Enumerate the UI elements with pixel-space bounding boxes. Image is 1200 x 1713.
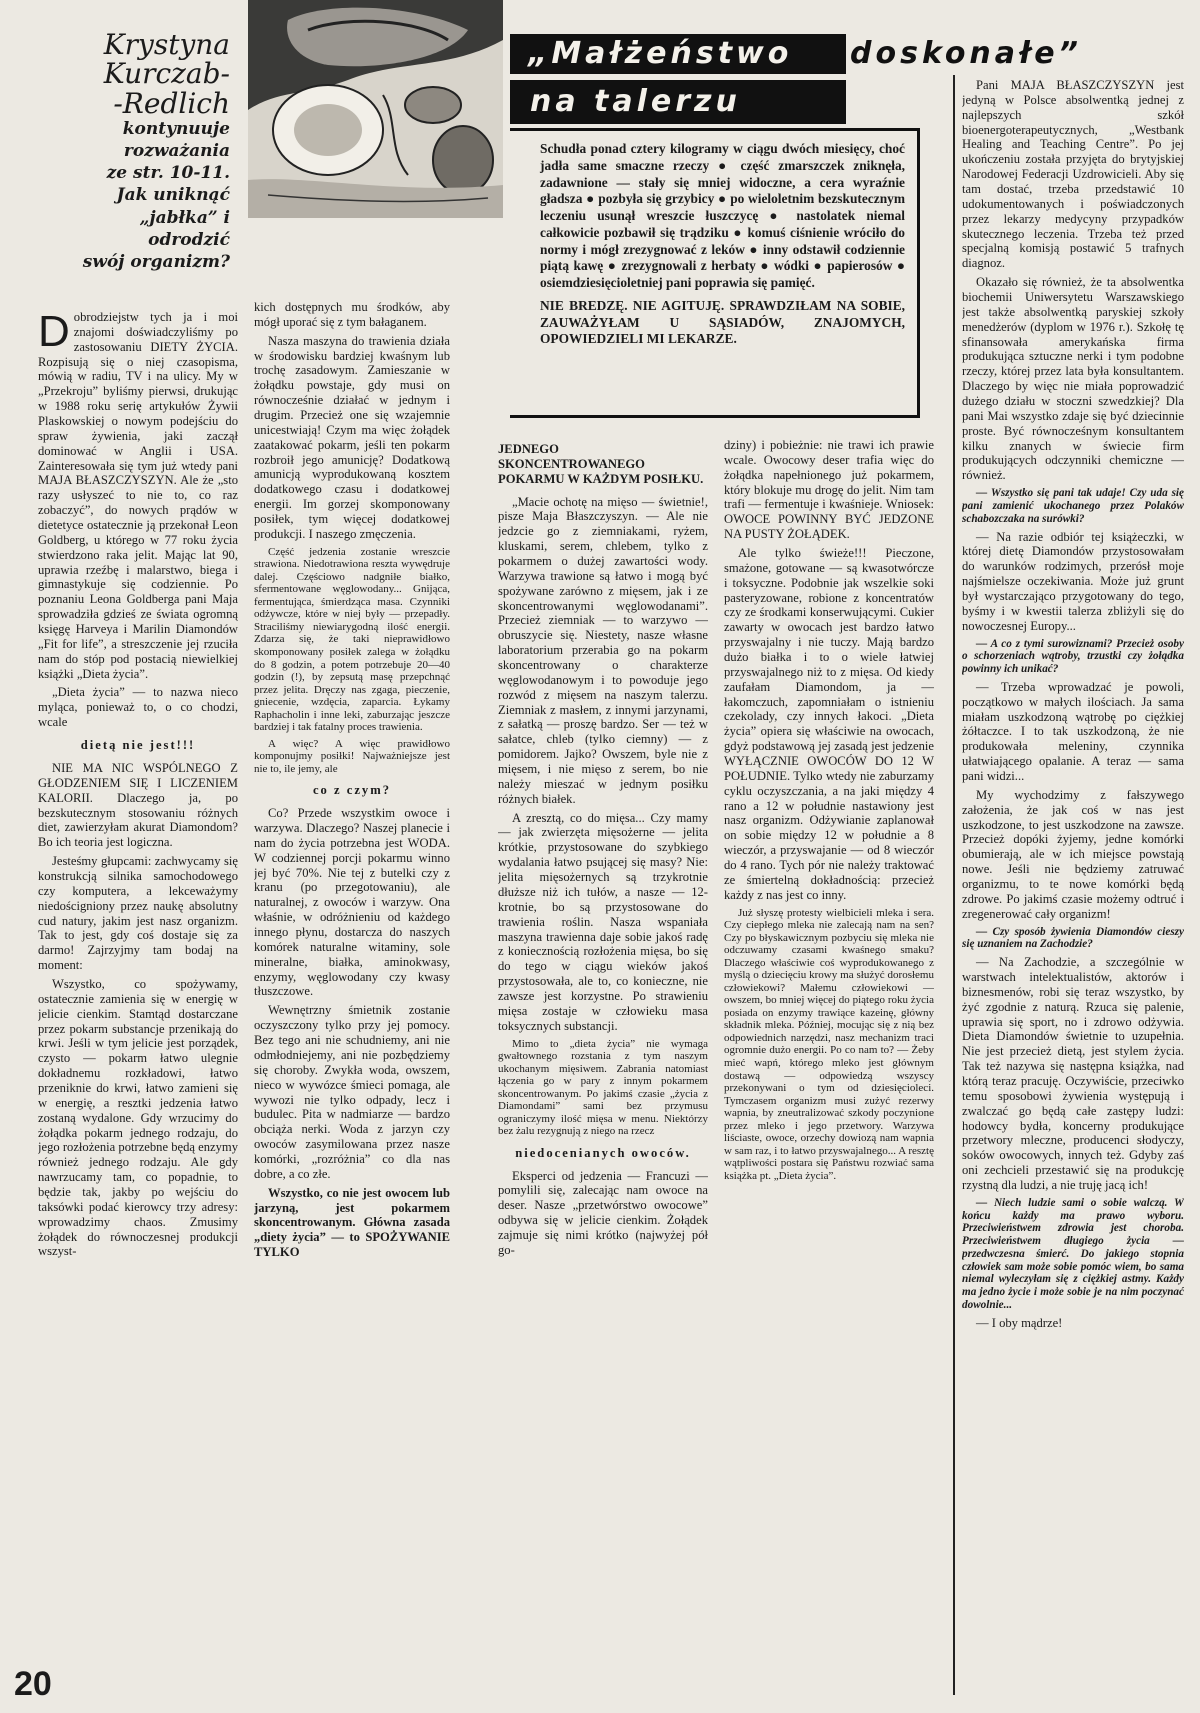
col3-small-1: Mimo to „dieta życia” nie wymaga gwałtownego rozstania z tym naszym ukochanym mięsiwem. Zabrania natomiast łączenia go w pary z innym pokarmem skoncentrowanym. Po jakimś czasie „życia z Diamondami” sami bez przymusu ograniczymy ilość mięsa w menu. Niektórzy bez żalu rezygnują z niego na rzecz [498, 1037, 708, 1138]
author-name-1: Krystyna [103, 28, 230, 61]
column-2 [254, 300, 450, 1700]
col1-paragraph-4: Jesteśmy głupcami: zachwycamy się konstrukcją silnika samochodowego czy komputera, a lekceważymy niedościgniony przez naukę absolutny cud natury, jakim jest nasz organizm. Tak to jest, gdy coś dostaje się za darmo! Zajrzyjmy tam bodaj na moment: [38, 854, 238, 973]
illustration-photo [248, 0, 503, 218]
author-name-2: Kurczab- [103, 57, 230, 91]
col5-paragraph-2: Okazało się również, że ta absolwentka biochemii Uniwersytetu Warszawskiego jest także absolwentką paryskiej szkoły menedżerów (dyplom w 1976 r.). Szkołę tę sfinansowała amerykańska firma produkująca sztuczne nerki i tym podobne rzeczy, której przez lata była konsultantem. Dlaczego by więc nie miała poprowadzić dużego działu w stoczni szwedzkiej? Dla pani Mai wszystko zdaje się być dziecinnie proste. Być równocześnym konsultantem kilku znanych w świecie firm produkujących odczynniki chemiczne — również. [962, 275, 1184, 483]
col5-question-3: — Czy sposób żywienia Diamondów cieszy się uznaniem na Zachodzie? [962, 925, 1184, 951]
col2-small-2: A więc? A więc prawidłowo komponujmy posiłki! Najważniejsze jest nie to, ile jemy, ale [254, 737, 450, 775]
page-number: 20 [14, 1665, 52, 1703]
col2-small-1: Część jedzenia zostanie wreszcie strawiona. Niedotrawiona reszta wywędruje dalej. Częściowo nadgniłe białko, sfermentowane węglowodany... Gnijąca, fermentująca, śmierdząca masa. Czynniki odżywcze, które w niej były — przepadły. Straciliśmy niewiarygodną ilość energii. Zdarza się, że taki nieprawidłowo skomponowany posiłek zalega w żołądku do 8 godzin, a potem potrzebuje 20—40 godzin (!), by zepsutą masę przepchnąć przez jelita. Dręczy nas zgaga, pieczenie, gniecenie, wzdęcia, zaparcia. Łykamy Raphacholin i inne leki, zaburzając jeszcze bardziej i tak fatalny proces trawienia. [254, 545, 450, 734]
col5-paragraph-6: — I oby mądrze! [976, 1315, 1063, 1330]
col3-subhead-1: JEDNEGO SKONCENTROWANEGO POKARMU W KAŻDYM POSIŁKU. [498, 442, 704, 486]
column-5 [962, 78, 1184, 1700]
col2-paragraph-3: Co? Przede wszystkim owoce i warzywa. Dlaczego? Naszej planecie i nam do życia potrzebna jest WODA. W codziennej porcji pokarmu winno jej być 70%. Nie tej z butelki czy z kranu (po przegotowaniu), ale naturalnej, z owoców i warzyw. Ona właśnie, w odróżnieniu od każdego innego płynu, dostarcza do naszych komórek naturalne witaminy, sole mineralne, białka, aminokwasy, enzymy, węglowodany czy kwasy tłuszczowe. [254, 806, 450, 999]
col5-question-2: — A co z tymi surowiznami? Przecież osoby o schorzeniach wątroby, trzustki czy żołądka powinny ich unikać? [962, 637, 1184, 676]
intro-line-6: swój organizm? [82, 251, 230, 272]
illustration-graphic [248, 0, 503, 218]
col3-paragraph-2: A zresztą, co do mięsa... Czy mamy — jak zwierzęta mięsożerne — jelita krótkie, przystosowane do szybkiego wydalania łatwo psującej się masy? Nie: jelita mięsożernych są trzykrotnie dłuższe niż ich tułów, a nasze — 12-krotnie, bo są przystosowane do trawienia roślin. Nasza wspaniała maszyna trawienna daje sobie jakoś radę z koniecznością rozłożenia mięsa, bo się do tego w ciągu wieków jakoś przystosowała, ale to, co konieczne, nie zawsze jest korzystne. Po strawieniu mięsa zostaje w człowieku masa toksycznych substancji. [498, 810, 708, 1033]
col1-paragraph-3: NIE MA NIC WSPÓLNEGO Z GŁODZENIEM SIĘ I LICZENIEM KALORII. Dlaczego ja, po bezskutecznym stosowaniu różnych diet, zawierzyłam akurat Diamondom? Bo ich teoria jest logiczna. [38, 760, 238, 850]
col1-subhead-1: dietą nie jest!!! [80, 738, 196, 753]
intro-line-5: „jabłka” i odrodzić [139, 207, 230, 250]
lead-box [510, 128, 920, 418]
col5-paragraph-4: — Trzeba wprowadzać je powoli, początkowo w małych ilościach. Ja sama miałam uszkodzoną wątrobę po ciężkiej żółtaczce. I to tak uszkodzoną, że nie produkowała meleniny, czynnika ułatwiającego opalanie. A teraz — sama pani widzi... [962, 679, 1184, 783]
intro-line-3: ze str. 10-11. [106, 163, 230, 184]
column-4 [724, 438, 934, 1700]
column-3 [498, 438, 708, 1700]
col3-subhead-2: niedocenianych owoców. [515, 1145, 691, 1160]
col3-paragraph-1: „Macie ochotę na mięso — świetnie!, pisze Maja Błaszczyszyn. — Ale nie jedzcie go z ziemniakami, ryżem, kluskami, serem, chlebem, tylko z pokarmem o dużej zawartości wody. Warzywa trawione są łatwo i mogą być spożywane zarówno z mięsem, jak i ze skoncentrowanymi węglowodanami”. Przecież ziemniak — to warzywo — obruszycie się. Niestety, nasze własne laboratorium przerabia go na pokarm skoncentrowany o charakterze węglowodanowym i to powoduje jego rozwód z mięsem na naszym talerzu. Ziemniak z masłem, z innymi jarzynami, z sałatką — proszę bardzo. Ser — też w sałatce, chleb (tylko ciemny) — z pomidorem. Jajko? Owszem, byle nie z mięsem, i nie mięso z serem, bo nie należy mieszać w jednym posiłku różnych białek. [498, 494, 708, 806]
col4-paragraph-1: dziny) i pobieżnie: nie trawi ich prawie wcale. Owocowy deser trafia więc do żołądka napełnionego już pokarmem, który blokuje mu drogę do jelit. Nim tam trafi — fermentuje i kwaśnieje. Wniosek: OWOCE POWINNY BYĆ JEDZONE NA PUSTY ŻOŁĄDEK. [724, 438, 934, 542]
column-rule-right [953, 75, 955, 1695]
col2-paragraph-5: Wszystko, co nie jest owocem lub jarzyną, jest pokarmem skoncentrowanym. Główna zasada „diety życia” — to SPOŻYWANIE TYLKO [254, 1185, 450, 1260]
col5-question-4: — Niech ludzie sami o sobie walczą. W końcu każdy ma prawo wyboru. Przeciwieństwem zdrowia jest choroba. Przeciwieństwem długiego życia — przedwczesna śmierć. Do jakiego stopnia człowiek sam może sobie pomóc wiem, bo sama niemal wyleczyłam się z ciężkiej astmy. Każdy ma jedno życie i może sobie je na nim poczynać dowolnie... [962, 1196, 1184, 1311]
col5-paragraph-3: — Na razie odbiór tej książeczki, w której dietę Diamondów przystosowałam do warunków rodzimych, przerósł moje najśmielsze oczekiwania. Może już grunt był wystarczająco przygotowany do tego, byśmy i w kwestii talerza zbliżyli się do nowoczesnej Europy... [962, 529, 1184, 633]
intro-line-2: rozważania [123, 141, 230, 162]
col1-paragraph-5: Wszystko, co spożywamy, ostatecznie zamienia się w energię w jelicie cienkim. Stamtąd dostarczane przez pokarm substancje przenikają do krwi. Jeśli w tym jelicie jest porządek, czysto — pokarm łatwo ulegnie dokładnemu rozkładowi, łatwo przeniknie do krwi, łatwo zamieni się w energię, a resztki jedzenia łatwo zostaną wydalone. Gdy wrzucimy do żołądka pokarm jednego rodzaju, do jego rozłożenia potrzebne będą enzymy również jednego rodzaju. Ale gdy nawrzucamy tam, co popadnie, to będzie tak, jakby po wejściu do taksówki podać kierowcy trzy adresy: wprowadzimy chaos. Zmusimy żołądek do równoczesnej produkcji wszyst- [38, 976, 238, 1259]
col1-paragraph-2: „Dieta życia” — to nazwa nieco myląca, ponieważ to, o co chodzi, wcale [38, 685, 238, 730]
col2-subhead-1: co z czym? [312, 783, 392, 798]
headline-line-1: „Małżeństwo [510, 34, 846, 74]
col2-paragraph-4: Wewnętrzny śmietnik zostanie oczyszczony tylko przy jej pomocy. Bez tego ani nie schudniemy, ani nie odmłodniejemy, ani nie pozbędziemy się choroby. Zwykła woda, owszem, nieco w wywózce śmieci pomaga, ale wywozi nie tylko odpady, lecz i budulec. Pita w nadmiarze — bardzo obciąża nerki. Woda z jarzyn czy owoców zasymilowana przez nasze komórki, „rozróżnia” co dla nas dobre, a co złe. [254, 1003, 450, 1181]
col5-small-1: — Na Zachodzie, a szczególnie w warstwach intelektualistów, aktorów i biznesmenów, robi się teraz wszystko, by żyć zgodnie z naturą. Rzuca się palenie, uprawia się sport, no i zdrowo odżywia. Dieta Diamondów świetnie to uzupełnia. Nie jest przecież dietą, jest stylem życia. Tak też nazywa się następna książka, nad którą teraz pracuję. Oczywiście, przeciwko temu sposobowi żywienia występują i zwalczać go będą całe zastępy ludzi: hodowcy bydła, koncerny produkujące przetwory mleczne, producenci słodyczy, soków owocowych, innych też. Gdyby zaś oni zechcieli przestawić się na produkcję rzystną dla ludzi, a nie truję jacą ich! [962, 955, 1184, 1192]
col5-question-1: — Wszystko się pani tak udaje! Czy uda się pani zamienić ukochanego przez Polaków schabozczaka na surówki? [962, 487, 1184, 525]
lead-caps: NIE BREDZĘ. NIE AGITUJĘ. SPRAWDZIŁAM NA SOBIE, ZAUWAŻYŁAM U SĄSIADÓW, ZNAJOMYCH, OPOWIEDZIELI MI LEKARZE. [540, 297, 905, 347]
col5-paragraph-1: Pani MAJA BŁASZCZYSZYN jest jedyną w Polsce absolwentką jednej z najlepszych szkół bioenergoterapeutycznych, „Westbank Healing and Teaching Centre”. Po jej ukończeniu została przyjęta do brytyjskiej Narodowej Federacji Uzdrowicieli. Aby się tam dostać, trzeba przedstawić 10 udokumentowanych i poświadczonych przez lekarzy medycyny przypadków skutecznego leczenia. Trzeba też przed specjalną komisją postawić 5 trafnych diagnoz. [962, 78, 1184, 271]
col4-paragraph-2: Ale tylko świeże!!! Pieczone, smażone, gotowane — są kwasotwórcze i toksyczne. Podobnie jak wszelkie soki pasteryzowane, robione z koncentratów czy ze środkami konserwującymi. Cukier zawarty w owocach jest bardzo łatwo przyswajalny i nie tuczy. Mają bardzo dużo białka i to o wiele łatwiej przyswajalnego niż to z mięsa. Od kiedy zaufałam Diamondom, ja — łakomczuch, zapomniałam o istnieniu czekolady, czy innych łakoci. „Dieta życia” opiera się właściwie na owocach, gdyż podstawową jej zasadą jest jedzenie WYŁĄCZNIE OWOCÓW DO 12 W POŁUDNIE. Tylko wtedy nie zaburzamy cyklu oczyszczania, a na jaki między 4 rano a 12 w południe nastawiony jest nasz organizm. Odżywianie zaplanował on sobie między 12 w południe a 8 wieczór, a przyswajanie — od 8 wieczór do 4 rano. Tych pór nie należy traktować ze śmiertelną dokładnością: przecież każdy z nas jest co inny. [724, 546, 934, 902]
article-intro [60, 30, 230, 273]
headline-line-1-tail: doskonałe” [850, 36, 1082, 71]
author-name-3: -Redlich [113, 86, 230, 120]
lead-text: Schudła ponad cztery kilogramy w ciągu dwóch miesięcy, choć jadła same smaczne rzeczy ● część zmarszczek zniknęła, zadawnione — stały się mniej widoczne, a cera wyraźnie gładsza ● pozbyła się grzybicy ● po wieloletnim bezskutecznym leczeniu usunął wreszcie łuszczycę ● nastolatek niemal całkowicie pozbawił się trądziku ● komuś ciśnienie wróciło do normy i mógł zrezygnować z leków ● inny odstawił codziennie piątą kawę ● zrezygnowali z herbaty ● wódki ● papierosów ● osiemdziesięcioletniej pani poprawia się pamięć. [540, 141, 905, 290]
col2-paragraph-2: Nasza maszyna do trawienia działa w środowisku bardziej kwaśnym lub trochę zasadowym. Zamieszanie w żołądku powstaje, gdy musi on równocześnie działać w jednym i drugim. Przecież one się wzajemnie unicestwiają! Czym ma więc żołądek zaatakować pokarm, jeśli ten pokarm rozbroił jego amunicję? Dodatkową amunicją wyprodukowaną kosztem dodatkowego czasu i dodatkowej energii. Im gorzej skomponowany posiłek, tym więcej dodatkowej produkcji. I naszego zmęczenia. [254, 333, 450, 541]
headline-line-2: na talerzu [510, 80, 846, 124]
column-1 [38, 310, 238, 1700]
col5-paragraph-5: My wychodzimy z fałszywego założenia, że jak coś w nas jest uszkodzone, to jest uszkodzone na zawsze. Przecież dopóki żyjemy, jedne komórki obumierają, ale w ich miejsce powstają nowe. Jeśli nie będziemy zatruwać organizmu, to te nowe komórki będą zdrowe. Po jakimś czasie możemy odtruć i zregenerować cały organizm! [962, 787, 1184, 921]
drop-cap: D [38, 310, 70, 356]
col3-paragraph-3: Eksperci od jedzenia — Francuzi — pomylili się, zalecając nam owoce na deser. Nasze „przetwórstwo owocowe” odbywa się w jelicie cienkim. Żołądek zajmuje się nimi krótko (najwyżej pół go- [498, 1168, 708, 1257]
intro-line-1: kontynuuje [122, 119, 230, 140]
col1-paragraph-1: obrodziejstw tych ja i moi znajomi doświadczyliśmy po zastosowaniu DIETY ŻYCIA. Rozpisują się o niej czasopisma, mówią w radiu, TV i na ulicy. My w „Przekroju” byliśmy pierwsi, drukując w 1988 roku serię artykułów Żywii Plaskowskiej o nowym podejściu do spraw żywienia, jaki zaczął dominować w Anglii i USA. Zainteresowała się tym już wtedy pani MAJA BŁASZCZYSZYN. Ale że „sto razy usłyszeć to nie to, co raz zobaczyć”, do nowych prądów w dietetyce ostatecznie ją przekonał Leon Goldberg, u którego w 77 roku życia stwierdzono raka jelit. Mając lat 90, uprawia rzeźbę i malarstwo, biega i gimnastykuje się codziennie. Po poznaniu Leona Goldberga pani Maja sprowadziła gdzieś ze świata ogromną księgę Harveya i Marilin Diamondów „Fit for life”, a streszczenie jej rzuciła nam do stóp pod postacią niewielkiej książki „Dieta życia”. [38, 310, 238, 681]
intro-line-4: Jak uniknąć [116, 185, 230, 206]
col4-small-1: Już słyszę protesty wielbicieli mleka i sera. Czy ciepłego mleka nie zalecają nam na sen? Czy po błyskawicznym pozbyciu się mleka nie odczuwamy czasami kwaśnego smaku? Dlaczego właściwie coś wyprodukowanego z myślą o dziecięciu krowy ma służyć dorosłemu człowiekowi? Małemu człowiekowi — owszem, bo mniej więcej do piątego roku życia posiada on enzymy trawiące kazeinę, główny składnik mleka. Później, mocując się z nią bez odpowiednich narzędzi, nasz mechanizm traci ogromnie dużo energii. Po co nam to? — Żeby mieć wapń, którego mleko jest głównym dostawą — odpowiedzą wszyscy przekonywani o tym od dziesięcioleci. Tymczasem organizm musi zużyć rezerwy wapnia, by zneutralizować szkody poczynione przez mleko i jego przetwory. Warzywa liściaste, owoce, orzechy dowiozą nam wapnia w sam raz, i to łatwo przyswajalnego... A resztę wątpliwości postara się Państwu rozwiać sama książka pt. „Dieta życia”. [724, 906, 934, 1182]
col2-paragraph-1: kich dostępnych mu środków, aby mógł uporać się z tym bałaganem. [254, 300, 450, 329]
